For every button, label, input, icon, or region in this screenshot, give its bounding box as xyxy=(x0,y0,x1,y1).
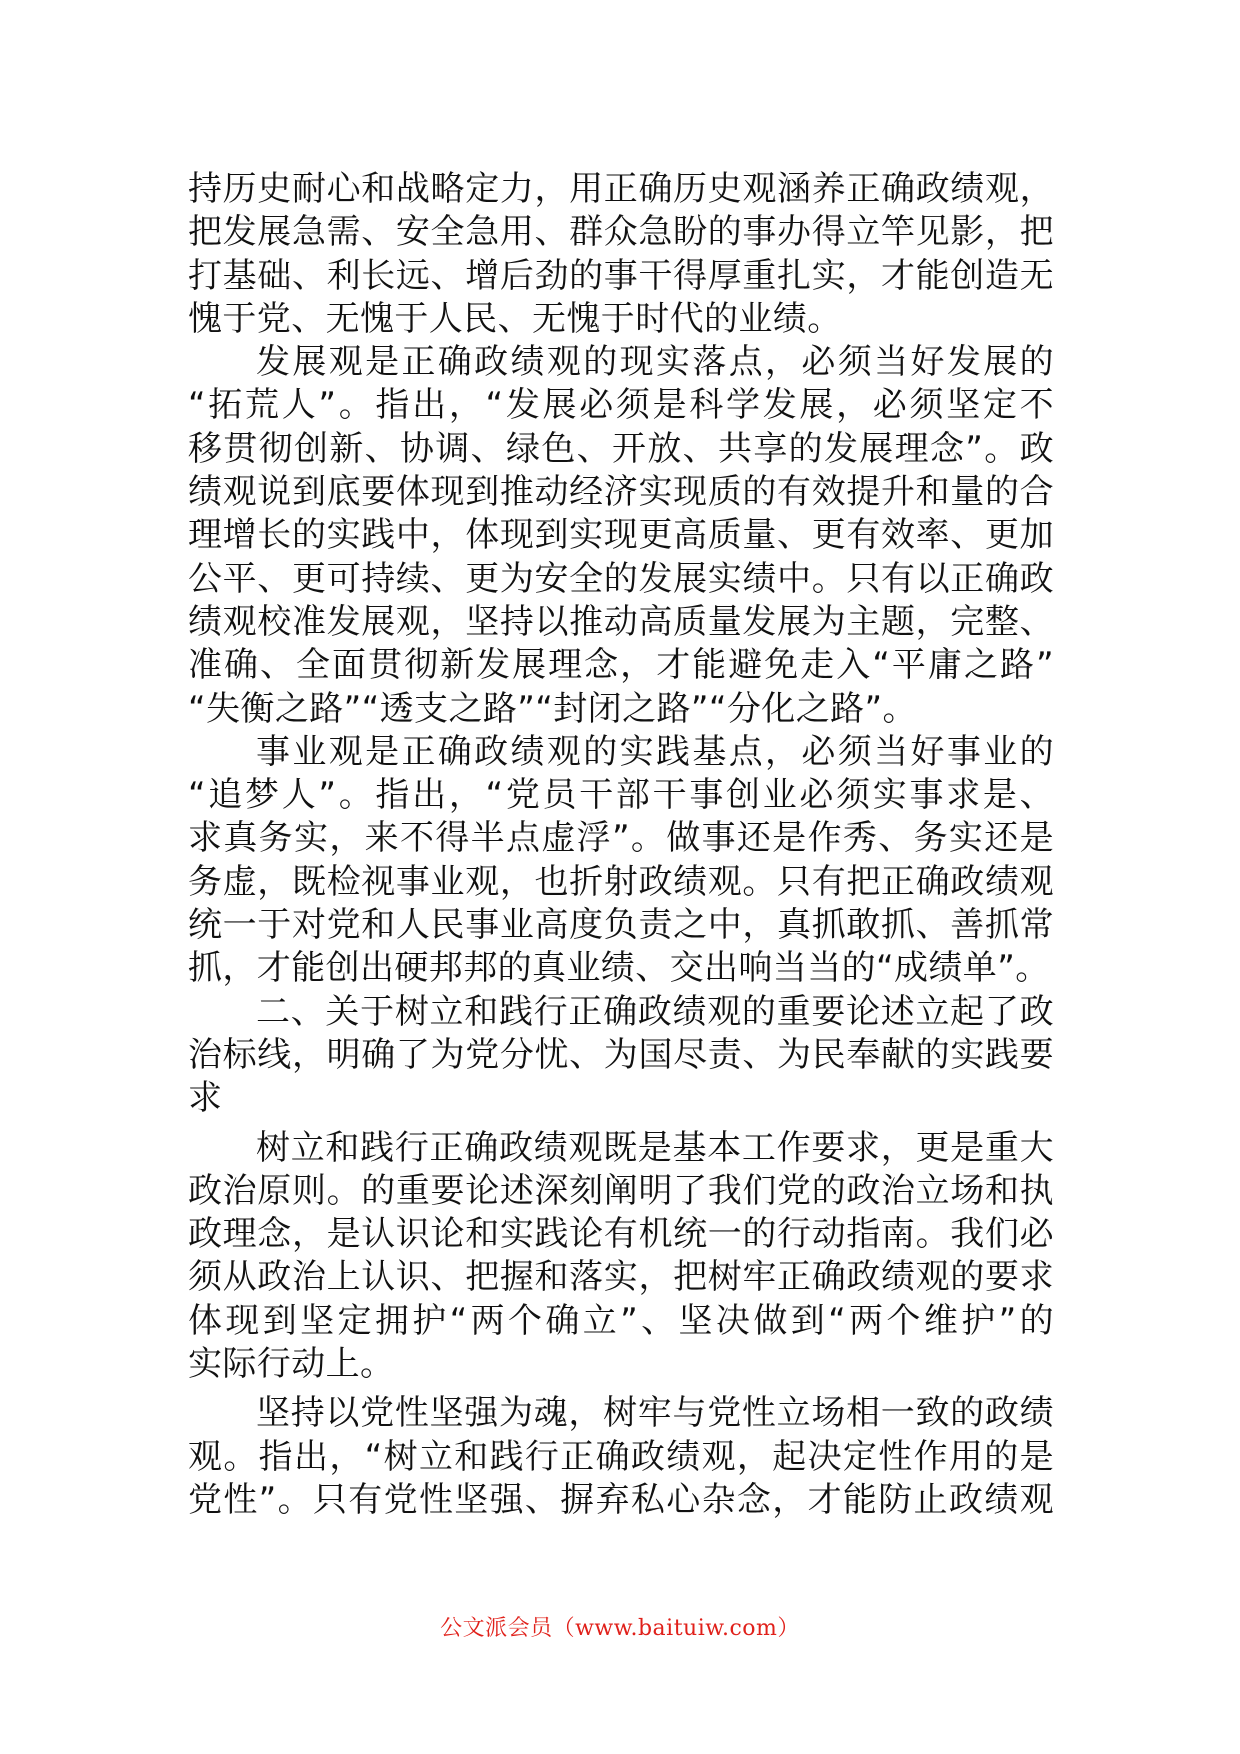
text-line: 准确、全面贯彻新发展理念，才能避免走入“平庸之路” xyxy=(188,645,1054,686)
text-line: 政理念，是认识论和实践论有机统一的行动指南。我们必 xyxy=(188,1214,1054,1255)
section-heading-line: 二、关于树立和践行正确政绩观的重要论述立起了政 xyxy=(256,991,1054,1032)
document-body xyxy=(188,168,1054,1522)
text-line: 体现到坚定拥护“两个确立”、坚决做到“两个维护”的 xyxy=(188,1300,1054,1341)
paragraph-first-line: 树立和践行正确政绩观既是基本工作要求，更是重大 xyxy=(256,1127,1054,1168)
text-line: “失衡之路”“透支之路”“封闭之路”“分化之路”。 xyxy=(188,688,917,729)
text-line: 公平、更可持续、更为安全的发展实绩中。只有以正确政 xyxy=(188,558,1054,599)
section-heading-line: 求 xyxy=(188,1078,223,1119)
footer-watermark: 公文派会员（www.baituiw.com） xyxy=(440,1616,800,1641)
text-line: 政治原则。的重要论述深刻阐明了我们党的政治立场和执 xyxy=(188,1170,1054,1211)
text-line: 理增长的实践中，体现到实现更高质量、更有效率、更加 xyxy=(188,515,1054,556)
text-line: 务虚，既检视事业观，也折射政绩观。只有把正确政绩观 xyxy=(188,861,1054,902)
text-line: “拓荒人”。指出，“发展必须是科学发展，必须坚定不 xyxy=(188,385,1054,426)
text-line: 观。指出，“树立和践行正确政绩观，起决定性作用的是 xyxy=(188,1436,1054,1477)
text-line: 统一于对党和人民事业高度负责之中，真抓敢抓、善抓常 xyxy=(188,905,1054,946)
text-line: 愧于党、无愧于人民、无愧于时代的业绩。 xyxy=(188,298,842,339)
text-line: 实际行动上。 xyxy=(188,1344,395,1385)
text-line: “追梦人”。指出，“党员干部干事创业必须实事求是、 xyxy=(188,775,1054,816)
text-line: 移贯彻创新、协调、绿色、开放、共享的发展理念”。政 xyxy=(188,428,1054,469)
text-line: 绩观说到底要体现到推动经济实现质的有效提升和量的合 xyxy=(188,472,1054,513)
text-line: 绩观校准发展观，坚持以推动高质量发展为主题，完整、 xyxy=(188,601,1054,642)
paragraph-first-line: 事业观是正确政绩观的实践基点，必须当好事业的 xyxy=(256,731,1054,772)
text-line: 党性”。只有党性坚强、摒弃私心杂念，才能防止政绩观 xyxy=(188,1479,1054,1520)
section-heading-line: 治标线，明确了为党分忧、为国尽责、为民奉献的实践要 xyxy=(188,1034,1054,1075)
paragraph-first-line: 坚持以党性坚强为魂，树牢与党性立场相一致的政绩 xyxy=(256,1393,1054,1434)
paragraph-first-line: 发展观是正确政绩观的现实落点，必须当好发展的 xyxy=(256,342,1054,383)
text-line: 持历史耐心和战略定力，用正确历史观涵养正确政绩观， xyxy=(188,169,1054,209)
text-line: 把发展急需、安全急用、群众急盼的事办得立竿见影，把 xyxy=(188,212,1054,253)
text-line: 抓，才能创出硬邦邦的真业绩、交出响当当的“成绩单”。 xyxy=(188,948,1050,989)
text-line: 打基础、利长远、增后劲的事干得厚重扎实，才能创造无 xyxy=(188,255,1054,296)
text-line: 须从政治上认识、把握和落实，把树牢正确政绩观的要求 xyxy=(188,1257,1054,1298)
text-line: 求真务实，来不得半点虚浮”。做事还是作秀、务实还是 xyxy=(188,818,1054,859)
